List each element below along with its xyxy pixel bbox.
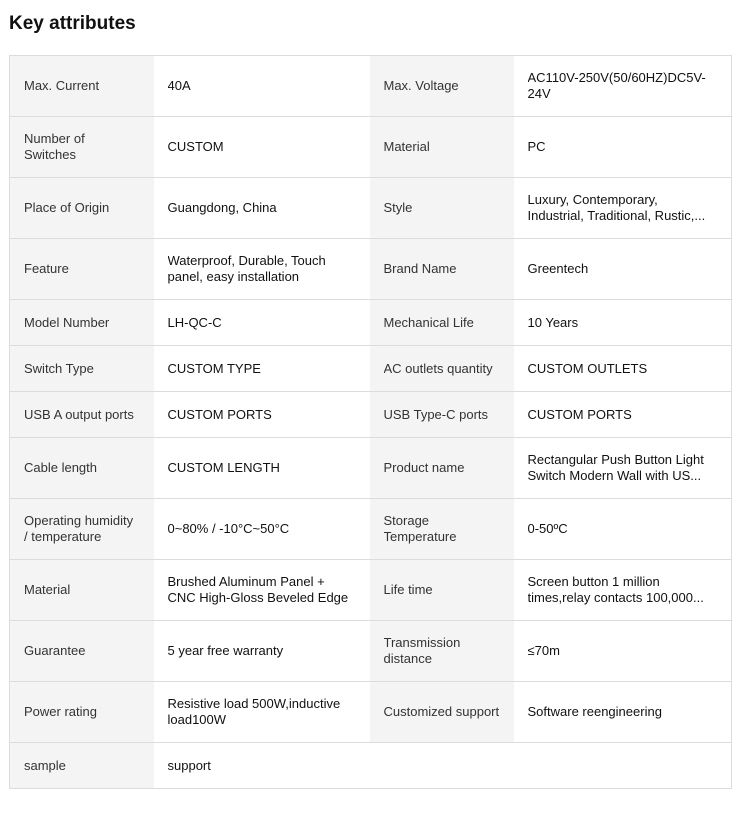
attribute-value: 0~80% / -10°C~50°C [154, 499, 370, 560]
attribute-value: Software reengineering [514, 682, 732, 743]
table-row [10, 499, 732, 560]
attribute-value: Greentech [514, 239, 732, 300]
attribute-name: Product name [370, 438, 514, 499]
table-row [10, 438, 732, 499]
attribute-name: Material [370, 117, 514, 178]
table-row [10, 346, 732, 392]
attribute-value: Rectangular Push Button Light Switch Modern Wall with US... [514, 438, 732, 499]
attribute-value: PC [514, 117, 732, 178]
table-row [10, 56, 732, 117]
attribute-value: Waterproof, Durable, Touch panel, easy installation [154, 239, 370, 300]
attribute-name: Style [370, 178, 514, 239]
attribute-name: Switch Type [10, 346, 154, 392]
attribute-value: AC110V-250V(50/60HZ)DC5V-24V [514, 56, 732, 117]
attribute-value: 10 Years [514, 300, 732, 346]
attribute-value: CUSTOM PORTS [514, 392, 732, 438]
attribute-value: support [154, 743, 370, 789]
table-row [10, 178, 732, 239]
attribute-value [514, 743, 732, 789]
table-row [10, 743, 732, 789]
attribute-value: 0-50ºC [514, 499, 732, 560]
attribute-name: Mechanical Life [370, 300, 514, 346]
table-row [10, 621, 732, 682]
attribute-value: 5 year free warranty [154, 621, 370, 682]
attribute-name: sample [10, 743, 154, 789]
attribute-name: Life time [370, 560, 514, 621]
attribute-value: Screen button 1 million times,relay contacts 100,000... [514, 560, 732, 621]
attribute-name: Guarantee [10, 621, 154, 682]
attribute-name: Cable length [10, 438, 154, 499]
table-row [10, 560, 732, 621]
attribute-value: CUSTOM LENGTH [154, 438, 370, 499]
key-attributes-table [9, 55, 732, 789]
attribute-value: LH-QC-C [154, 300, 370, 346]
attribute-value: ≤70m [514, 621, 732, 682]
attribute-name: Brand Name [370, 239, 514, 300]
attribute-value: Luxury, Contemporary, Industrial, Traditional, Rustic,... [514, 178, 732, 239]
attribute-value: CUSTOM TYPE [154, 346, 370, 392]
attribute-name: Place of Origin [10, 178, 154, 239]
attribute-value: 40A [154, 56, 370, 117]
table-row [10, 117, 732, 178]
attribute-value: Brushed Aluminum Panel + CNC High-Gloss Beveled Edge [154, 560, 370, 621]
attribute-name: Power rating [10, 682, 154, 743]
attribute-name: Max. Current [10, 56, 154, 117]
attribute-name: AC outlets quantity [370, 346, 514, 392]
attribute-value: CUSTOM OUTLETS [514, 346, 732, 392]
attribute-name: Customized support [370, 682, 514, 743]
table-row [10, 682, 732, 743]
attribute-name: USB Type-C ports [370, 392, 514, 438]
attribute-name: Transmission distance [370, 621, 514, 682]
section-title: Key attributes [9, 13, 136, 34]
attribute-value: CUSTOM PORTS [154, 392, 370, 438]
attribute-name: Number of Switches [10, 117, 154, 178]
table-row [10, 392, 732, 438]
attribute-name [370, 743, 514, 789]
attribute-value: CUSTOM [154, 117, 370, 178]
attribute-value: Resistive load 500W,inductive load100W [154, 682, 370, 743]
attribute-name: Feature [10, 239, 154, 300]
attribute-name: Operating humidity / temperature [10, 499, 154, 560]
attribute-name: USB A output ports [10, 392, 154, 438]
attribute-name: Max. Voltage [370, 56, 514, 117]
table-row [10, 300, 732, 346]
table-row [10, 239, 732, 300]
attribute-value: Guangdong, China [154, 178, 370, 239]
attribute-name: Model Number [10, 300, 154, 346]
attribute-name: Material [10, 560, 154, 621]
attribute-name: Storage Temperature [370, 499, 514, 560]
